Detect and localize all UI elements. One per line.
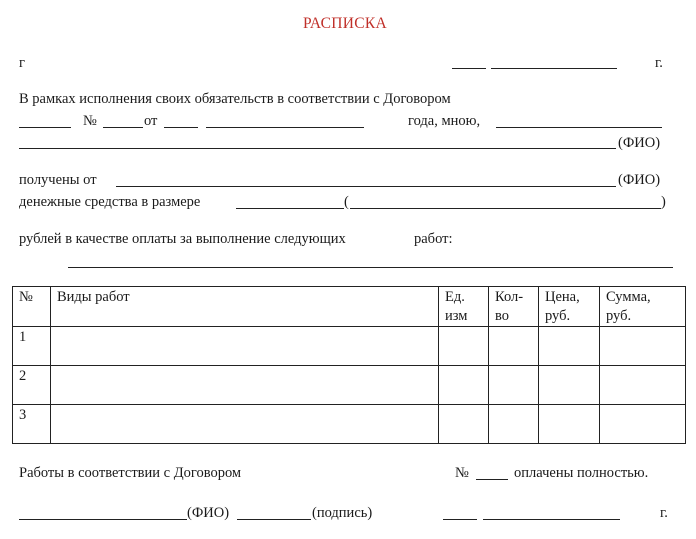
contract-number-blank[interactable] <box>103 127 143 128</box>
header-sum: Сумма, руб. <box>600 287 686 327</box>
cell-work-type[interactable] <box>51 327 439 366</box>
date-suffix: г. <box>655 55 663 71</box>
paragraph-contract-text: В рамках исполнения своих обязательств в соответствии с Договором <box>19 91 451 107</box>
money-amount-blank[interactable] <box>236 208 344 209</box>
contract-month-blank[interactable] <box>206 127 364 128</box>
date-month-blank[interactable] <box>491 68 617 69</box>
paren-close: ) <box>661 194 666 210</box>
cell-work-type[interactable] <box>51 405 439 444</box>
footer-contract-number-blank[interactable] <box>476 479 508 480</box>
city-prefix: г <box>19 55 25 71</box>
contract-from-word: от <box>144 113 158 129</box>
cell-quantity[interactable] <box>489 366 539 405</box>
header-price: Цена, руб. <box>539 287 600 327</box>
cell-unit[interactable] <box>439 327 489 366</box>
cell-unit[interactable] <box>439 405 489 444</box>
payment-description-text: рублей в качестве оплаты за выполнение следующих <box>19 231 346 247</box>
cell-unit[interactable] <box>439 366 489 405</box>
contract-day-blank[interactable] <box>164 127 198 128</box>
table-row <box>13 366 686 405</box>
signature-blank[interactable] <box>237 519 311 520</box>
header-quantity: Кол-во <box>489 287 539 327</box>
footer-works-text: Работы в соответствии с Договором <box>19 465 242 481</box>
contract-number-sign: № <box>83 113 97 129</box>
paren-open: ( <box>344 194 349 210</box>
table-header-row <box>13 287 686 327</box>
table-row <box>13 405 686 444</box>
payer-name-blank[interactable] <box>116 186 616 187</box>
author-fio-label: (ФИО) <box>618 135 661 151</box>
contract-type-blank[interactable] <box>19 127 71 128</box>
author-name-blank-1[interactable] <box>496 127 662 128</box>
row-num: 2 <box>13 366 51 405</box>
cell-quantity[interactable] <box>489 327 539 366</box>
footer-number-sign: № <box>455 465 469 481</box>
cell-price[interactable] <box>539 405 600 444</box>
table-row <box>13 327 686 366</box>
money-in-words-blank[interactable] <box>350 208 661 209</box>
works-table <box>12 286 686 444</box>
header-unit: Ед. изм <box>439 287 489 327</box>
money-amount-label: денежные средства в размере <box>19 194 201 210</box>
cell-work-type[interactable] <box>51 366 439 405</box>
date-day-blank[interactable] <box>452 68 486 69</box>
document-title: РАСПИСКА <box>303 15 388 32</box>
payer-fio-label: (ФИО) <box>618 172 661 188</box>
header-num: № <box>13 287 51 327</box>
author-name-blank-2[interactable] <box>19 148 616 149</box>
cell-price[interactable] <box>539 366 600 405</box>
cell-sum[interactable] <box>600 327 686 366</box>
cell-sum[interactable] <box>600 405 686 444</box>
works-description-blank[interactable] <box>68 267 673 268</box>
footer-date-day-blank[interactable] <box>443 519 477 520</box>
signer-fio-label: (ФИО) <box>187 505 230 521</box>
cell-sum[interactable] <box>600 366 686 405</box>
received-from-label: получены от <box>19 172 97 188</box>
contract-year-text: года, мною, <box>408 113 481 129</box>
footer-date-month-blank[interactable] <box>483 519 620 520</box>
cell-price[interactable] <box>539 327 600 366</box>
cell-quantity[interactable] <box>489 405 539 444</box>
signer-name-blank[interactable] <box>19 519 187 520</box>
header-work-type: Виды работ <box>51 287 439 327</box>
footer-date-suffix: г. <box>660 505 668 521</box>
row-num: 1 <box>13 327 51 366</box>
row-num: 3 <box>13 405 51 444</box>
signature-label: (подпись) <box>312 505 373 521</box>
footer-paid-text: оплачены полностью. <box>514 465 649 481</box>
works-word: работ: <box>414 231 453 247</box>
